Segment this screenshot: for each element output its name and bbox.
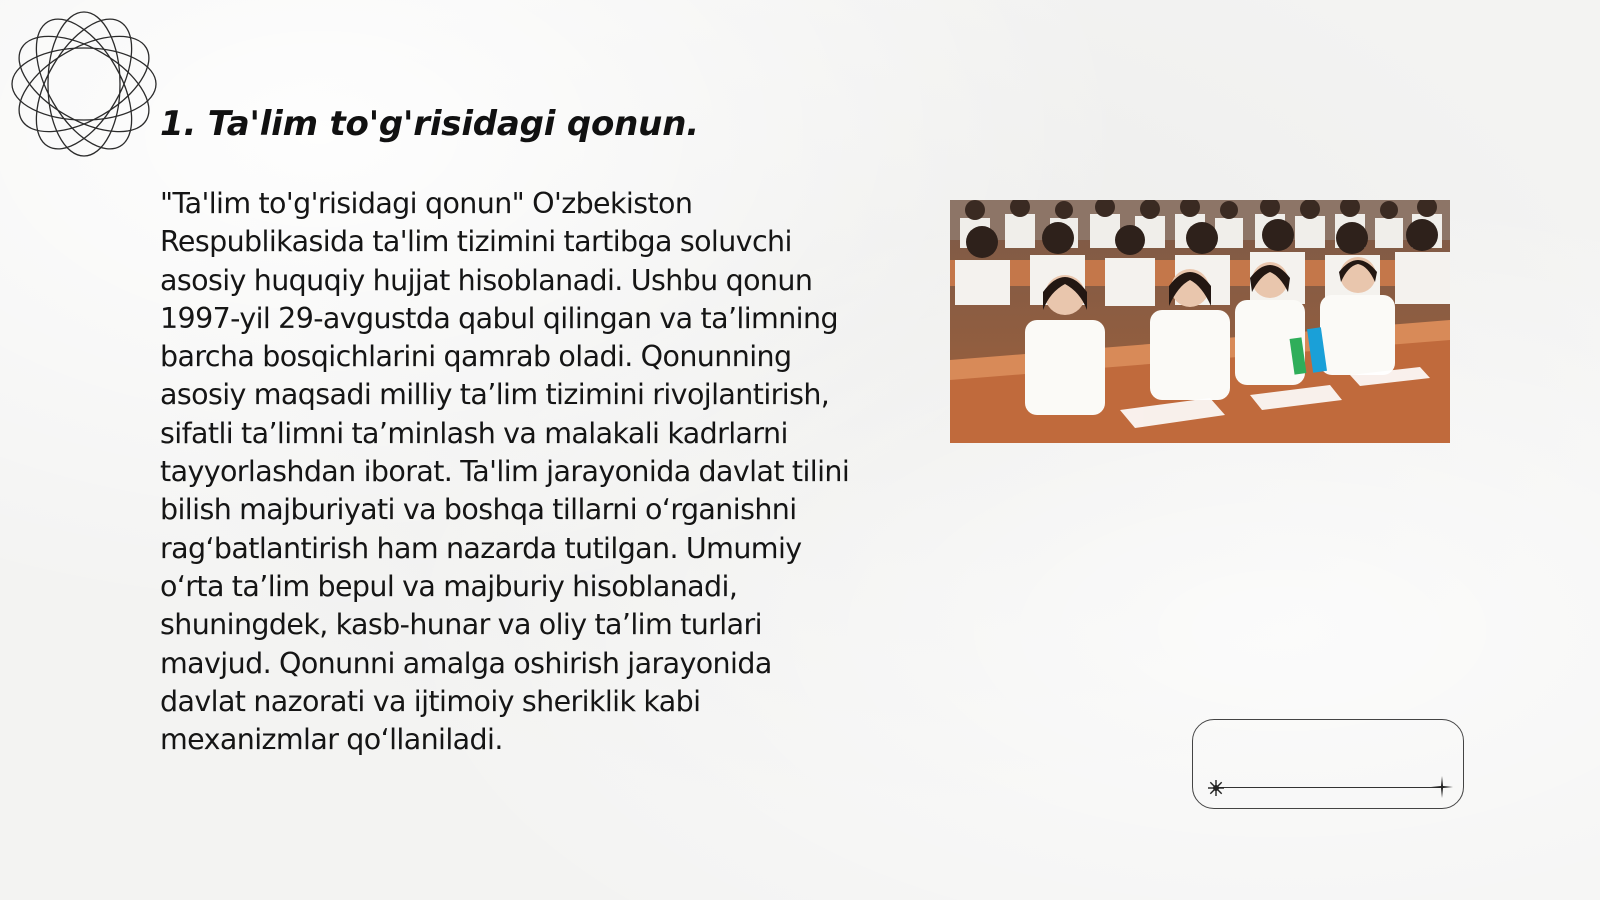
decorative-line: [1215, 787, 1440, 788]
classroom-photo-illustration: [950, 200, 1450, 443]
slide-title: 1. Ta'lim to'g'risidagi qonun.: [160, 104, 699, 144]
slide-body-text: "Ta'lim to'g'risidagi qonun" O'zbekiston Respublikasida ta'lim tizimini tartibga soluvchi asosiy huquqiy hujjat hisoblanadi. Ushbu qonun 1997-yil 29-avgustda qabul qilingan va ta’limning barcha bosqichlarini qamrab oladi. Qonunning asosiy maqsadi milliy ta’lim tizimini rivojlantirish, sifatli ta’limni ta’minlash va malakali kadrlarni tayyorlashdan iborat. Ta'lim jarayonida davlat tilini bilish majburiyati va boshqa tillarni oʻrganishni ragʻbatlantirish ham nazarda tutilgan. Umumiy oʻrta ta’lim bepul va majburiy hisoblanadi, shuningdek, kasb-hunar va oliy ta’lim turlari mavjud. Qonunni amalga oshirish jarayonida davlat nazorati va ijtimoiy sheriklik kabi mexanizmlar qoʻllaniladi.: [160, 187, 850, 757]
orbit-rings-icon: [10, 10, 158, 158]
decorative-rounded-frame: [1192, 719, 1464, 809]
classroom-photo: [950, 200, 1450, 443]
cross-star-icon: [1431, 776, 1453, 798]
sparkle-icon: [1207, 779, 1225, 797]
